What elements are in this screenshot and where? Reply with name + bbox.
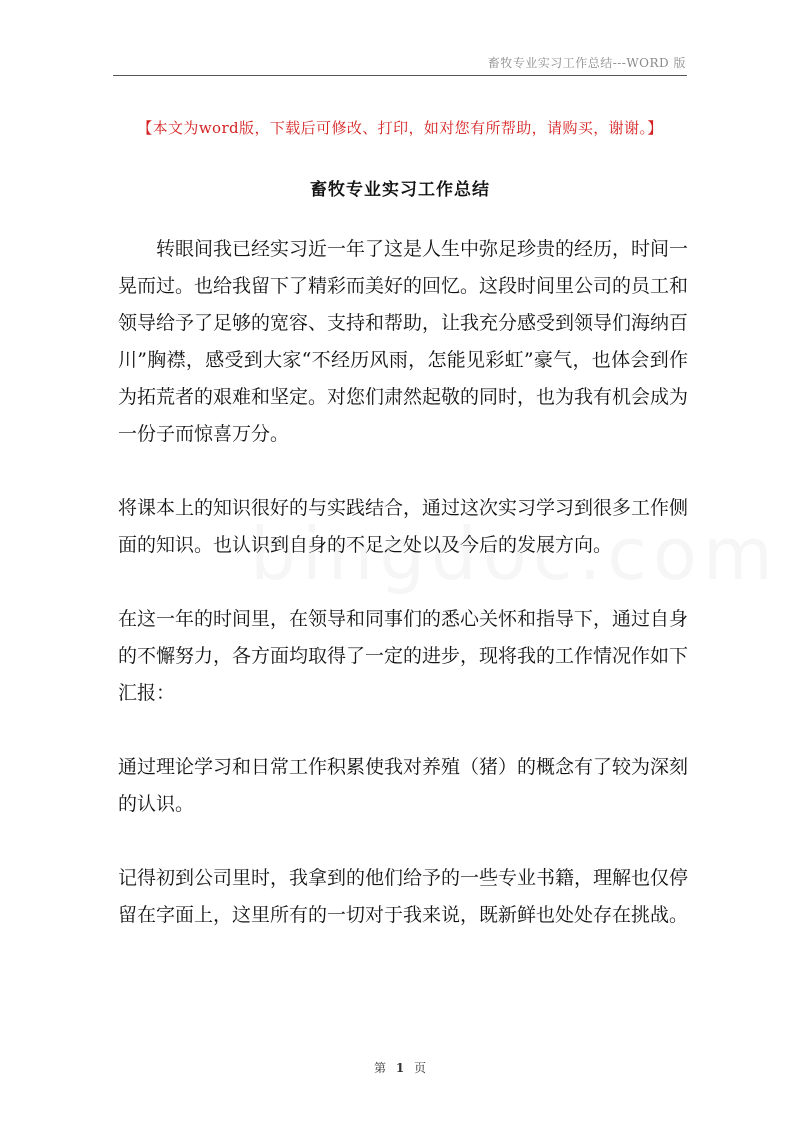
paragraph: 记得初到公司里时，我拿到的他们给予的一些专业书籍，理解也仅停留在字面上，这里所有的一切对于我来说，既新鲜也处处存在挑战。 xyxy=(118,867,689,926)
page-footer xyxy=(0,1059,800,1076)
header-divider xyxy=(113,75,687,76)
paragraph: 在这一年的时间里，在领导和同事们的悉心关怀和指导下，通过自身的不懈努力，各方面均取得了一定的进步，现将我的工作情况作如下汇报： xyxy=(118,608,689,704)
document-body xyxy=(118,231,688,934)
page-label-suffix: 页 xyxy=(414,1061,427,1075)
purchase-notice: 【本文为word版，下载后可修改、打印，如对您有所帮助，请购买，谢谢。】 xyxy=(137,119,663,137)
running-header: 畜牧专业实习工作总结---WORD 版 xyxy=(487,56,686,70)
paragraph: 通过理论学习和日常工作积累使我对养殖（猪）的概念有了较为深刻的认识。 xyxy=(118,756,689,815)
document-title: 畜牧专业实习工作总结 xyxy=(310,180,490,200)
paragraph: 转眼间我已经实习近一年了这是人生中弥足珍贵的经历，时间一晃而过。也给我留下了精彩而美好的回忆。这段时间里公司的员工和领导给予了足够的宽容、支持和帮助，让我充分感受到领导们海纳百川”胸襟，感受到大家“不经历风雨，怎能见彩虹”豪气，也体会到作为拓荒者的艰难和坚定。对您们肃然起敬的同时，也为我有机会成为一份子而惊喜万分。 xyxy=(118,238,689,445)
page-label-prefix: 第 xyxy=(373,1061,386,1075)
paragraph: 将课本上的知识很好的与实践结合，通过这次实习学习到很多工作侧面的知识。也认识到自身的不足之处以及今后的发展方向。 xyxy=(118,497,689,556)
page-number: 1 xyxy=(395,1061,405,1075)
